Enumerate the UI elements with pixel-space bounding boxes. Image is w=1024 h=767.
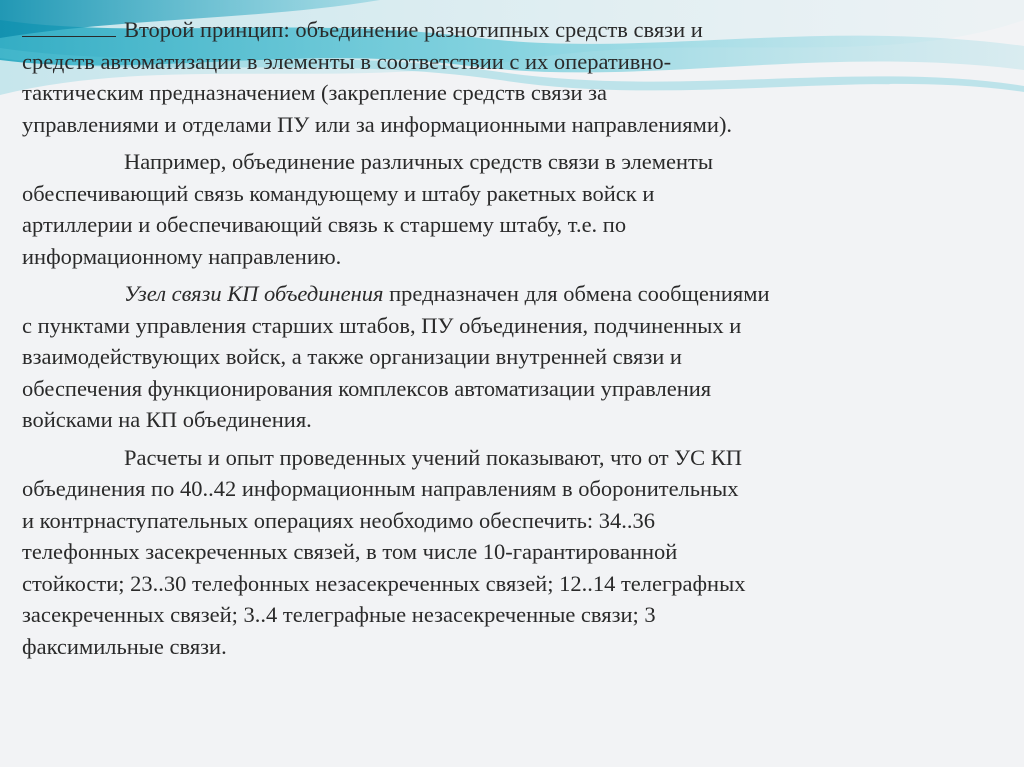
p4-line-7: факсимильные связи.	[22, 633, 227, 659]
underline-blank	[22, 14, 116, 37]
p3-line-2: с пунктами управления старших штабов, ПУ объединения, подчиненных и	[22, 312, 742, 338]
p3-line-1-rest: предназначен для обмена сообщениями	[383, 281, 770, 306]
p2-line-2: обеспечивающий связь командующему и штабу ракетных войск и	[22, 180, 655, 206]
paragraph-2	[22, 146, 1008, 272]
p3-line-3: взаимодействующих войск, а также организации внутренней связи и	[22, 344, 682, 369]
p1-line-1-text: Второй принцип: объединение разнотипных средств связи и	[124, 17, 703, 42]
p1-line-3: тактическим предназначением (закрепление средств связи за	[22, 80, 608, 105]
p1-line-4: управлениями и отделами ПУ или за информационными направлениями).	[22, 111, 733, 137]
p3-italic-term: Узел связи КП объединения	[124, 281, 384, 306]
p2-line-1: Например, объединение различных средств связи в элементы	[124, 149, 713, 174]
p3-line-5: войсками на КП объединения.	[22, 407, 312, 432]
p4-line-4: телефонных засекреченных связей, в том числе 10-гарантированной	[22, 539, 678, 564]
paragraph-1	[22, 14, 1008, 140]
slide-body	[22, 14, 1008, 668]
p4-line-2: объединения по 40..42 информационным направлениям в оборонительных	[22, 476, 739, 501]
paragraph-3	[22, 278, 1008, 436]
p4-line-6: засекреченных связей; 3..4 телеграфные незасекреченные связи; 3	[22, 602, 656, 627]
p2-line-4: информационному направлению.	[22, 243, 342, 269]
p4-line-1: Расчеты и опыт проведенных учений показывают, что от УС КП	[124, 444, 743, 470]
p2-line-3: артиллерии и обеспечивающий связь к старшему штабу, т.е. по	[22, 212, 627, 237]
p1-line-2: средств автоматизации в элементы в соответствии с их оперативно-	[22, 48, 672, 74]
p3-line-1	[22, 278, 1008, 310]
p4-line-3: и контрнаступательных операциях необходимо обеспечить: 34..36	[22, 507, 655, 533]
p4-line-5: стойкости; 23..30 телефонных незасекреченных связей; 12..14 телеграфных	[22, 570, 746, 596]
paragraph-4	[22, 442, 1008, 663]
p1-line-1	[22, 14, 1008, 46]
p3-line-4: обеспечения функционирования комплексов автоматизации управления	[22, 375, 712, 401]
